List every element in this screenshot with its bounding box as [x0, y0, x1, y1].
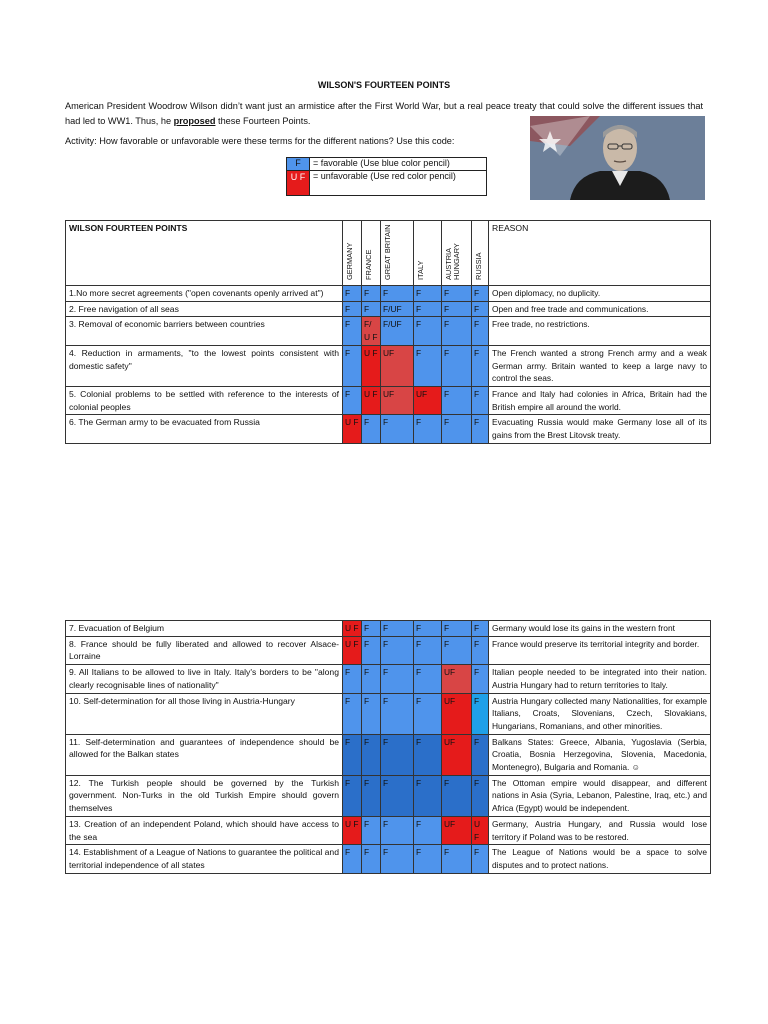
- rating-cell: F: [472, 301, 489, 317]
- rating-cell: F: [362, 775, 381, 816]
- table-row: [66, 317, 711, 345]
- legend-unfavorable-swatch: U F: [287, 171, 310, 196]
- point-text: 12. The Turkish people should be governed by the Turkish government. Non-Turks in the old Turkish Empire should govern themselves: [66, 775, 343, 816]
- rating-cell: F: [343, 345, 362, 386]
- color-code-legend: [286, 157, 487, 196]
- table-header-row: [66, 221, 711, 286]
- rating-cell: F: [472, 345, 489, 386]
- rating-cell: F: [362, 734, 381, 775]
- point-text: 7. Evacuation of Belgium: [66, 621, 343, 637]
- rating-cell: F: [343, 301, 362, 317]
- rating-cell: F: [472, 734, 489, 775]
- reason-text: Italian people needed to be integrated into their nation. Austria Hungary had to return territories to Italy.: [489, 665, 711, 693]
- table-row: [66, 415, 711, 443]
- rating-cell: F: [472, 636, 489, 664]
- rating-cell: UF: [442, 693, 472, 734]
- rating-cell: F: [414, 345, 442, 386]
- point-text: 3. Removal of economic barriers between countries: [66, 317, 343, 345]
- table-row: [66, 775, 711, 816]
- rating-cell: UF: [381, 386, 414, 414]
- rating-cell: F: [414, 301, 442, 317]
- rating-cell: F: [442, 415, 472, 443]
- rating-cell: U F: [343, 816, 362, 844]
- rating-cell: F: [381, 734, 414, 775]
- rating-cell: F: [472, 775, 489, 816]
- rating-cell: F: [472, 386, 489, 414]
- rating-cell: UF: [414, 386, 442, 414]
- rating-cell: F: [362, 693, 381, 734]
- rating-cell: UF: [442, 734, 472, 775]
- rating-cell: F: [472, 286, 489, 302]
- point-text: 4. Reduction in armaments, "to the lowest points consistent with domestic safety": [66, 345, 343, 386]
- rating-cell: UF: [442, 665, 472, 693]
- rating-cell: F: [414, 775, 442, 816]
- header-nation: [414, 221, 442, 286]
- rating-cell: F: [343, 665, 362, 693]
- rating-cell: F: [343, 386, 362, 414]
- points-table-part-2: [65, 620, 711, 874]
- point-text: 8. France should be fully liberated and allowed to recover Alsace-Lorraine: [66, 636, 343, 664]
- reason-text: Germany would lose its gains in the western front: [489, 621, 711, 637]
- point-text: 14. Establishment of a League of Nations to guarantee the political and territorial independence of all states: [66, 845, 343, 873]
- header-nation: [442, 221, 472, 286]
- header-nation: [381, 221, 414, 286]
- rating-cell: F: [414, 286, 442, 302]
- table-row: [66, 345, 711, 386]
- table-row: [66, 386, 711, 414]
- rating-cell: F: [442, 636, 472, 664]
- rating-cell: F: [381, 693, 414, 734]
- reason-text: Open and free trade and communications.: [489, 301, 711, 317]
- intro-bold-word: proposed: [173, 115, 216, 126]
- wilson-portrait: [530, 116, 705, 200]
- legend-favorable-text: = favorable (Use blue color pencil): [310, 158, 487, 171]
- table-row: [66, 621, 711, 637]
- rating-cell: F: [414, 665, 442, 693]
- reason-text: The French wanted a strong French army and a weak German army. Britain wanted to keep a large navy to control the seas.: [489, 345, 711, 386]
- point-text: 9. All Italians to be allowed to live in Italy. Italy's borders to be "along clearly recognisable lines of nationality": [66, 665, 343, 693]
- rating-cell: F: [414, 845, 442, 873]
- rating-cell: F: [362, 621, 381, 637]
- intro-text-before: American President Woodrow Wilson didn’t want just an armistice after the First World War, but a real peace treaty that could solve the different issues that had led to WW1. Thus, he: [65, 101, 703, 126]
- legend-favorable-swatch: F: [287, 158, 310, 171]
- rating-cell: U F: [362, 345, 381, 386]
- rating-cell: F: [472, 665, 489, 693]
- point-text: 2. Free navigation of all seas: [66, 301, 343, 317]
- rating-cell: F: [381, 636, 414, 664]
- rating-cell: UF: [442, 816, 472, 844]
- rating-cell: F: [414, 693, 442, 734]
- rating-cell: F: [343, 734, 362, 775]
- page-title: WILSON'S FOURTEEN POINTS: [317, 80, 451, 90]
- rating-cell: F: [472, 317, 489, 345]
- rating-cell: F: [381, 286, 414, 302]
- rating-cell: F: [414, 317, 442, 345]
- reason-text: Balkans States: Greece, Albania, Yugoslavia (Serbia, Croatia, Bosnia Herzegovina, Slovenia, Macedonia, Montenegro), Bulgaria and Romania. ☺: [489, 734, 711, 775]
- rating-cell: F: [381, 415, 414, 443]
- rating-cell: F: [381, 665, 414, 693]
- portrait-image: [530, 116, 705, 200]
- reason-text: Evacuating Russia would make Germany lose all of its gains from the Brest Litovsk treaty.: [489, 415, 711, 443]
- point-text: 10. Self-determination for all those living in Austria-Hungary: [66, 693, 343, 734]
- rating-cell: F/UF: [381, 317, 414, 345]
- header-nation: [343, 221, 362, 286]
- rating-cell: U F: [472, 816, 489, 844]
- header-great-britain: GREAT BRITAIN: [383, 224, 392, 280]
- rating-cell: F: [442, 317, 472, 345]
- rating-cell: F: [442, 775, 472, 816]
- reason-text: France and Italy had colonies in Africa, Britain had the British empire all around the world.: [489, 386, 711, 414]
- rating-cell: F: [362, 301, 381, 317]
- rating-cell: F: [381, 621, 414, 637]
- point-text: 11. Self-determination and guarantees of independence should be allowed for the Balkan states: [66, 734, 343, 775]
- rating-cell: F: [442, 621, 472, 637]
- table-row: [66, 734, 711, 775]
- rating-cell: F: [343, 845, 362, 873]
- header-points: WILSON FOURTEEN POINTS: [66, 221, 343, 286]
- rating-cell: F: [362, 665, 381, 693]
- reason-text: Austria Hungary collected many Nationalities, for example Italians, Croats, Slovenians, Czech, Slovakians, Hungarians, Romanians, and other minorities.: [489, 693, 711, 734]
- activity-instructions: Activity: How favorable or unfavorable were these terms for the different nations? Use this code:: [65, 136, 455, 146]
- rating-cell: U F: [343, 621, 362, 637]
- rating-cell: F: [343, 693, 362, 734]
- point-text: 6. The German army to be evacuated from Russia: [66, 415, 343, 443]
- rating-cell: F: [442, 301, 472, 317]
- rating-cell: U F: [362, 386, 381, 414]
- reason-text: Germany, Austria Hungary, and Russia would lose territory if Poland was to be restored.: [489, 816, 711, 844]
- rating-cell: F: [414, 621, 442, 637]
- rating-cell: F: [472, 845, 489, 873]
- rating-cell: F: [414, 734, 442, 775]
- header-reason: REASON: [489, 221, 711, 286]
- rating-cell: F: [362, 816, 381, 844]
- rating-cell: F: [343, 317, 362, 345]
- table-row: [66, 693, 711, 734]
- rating-cell: F: [381, 775, 414, 816]
- rating-cell: F: [414, 636, 442, 664]
- table-row: [66, 301, 711, 317]
- table-row: [66, 665, 711, 693]
- rating-cell: F: [414, 415, 442, 443]
- rating-cell: F: [381, 845, 414, 873]
- points-table-part-1: [65, 220, 711, 444]
- rating-cell: F: [362, 286, 381, 302]
- rating-cell: F: [442, 345, 472, 386]
- reason-text: The League of Nations would be a space to solve disputes and to protect nations.: [489, 845, 711, 873]
- rating-cell: F: [362, 636, 381, 664]
- rating-cell: F: [343, 286, 362, 302]
- rating-cell: F: [472, 415, 489, 443]
- point-text: 5. Colonial problems to be settled with reference to the interests of colonial peoples: [66, 386, 343, 414]
- rating-cell: F: [414, 816, 442, 844]
- table-row: [66, 636, 711, 664]
- header-austria-hungary: AUSTRIA HUNGARY: [444, 243, 461, 280]
- rating-cell: F: [343, 775, 362, 816]
- rating-cell: F/ U F: [362, 317, 381, 345]
- header-france: FRANCE: [364, 249, 373, 280]
- table-row: [66, 845, 711, 873]
- rating-cell: F: [442, 386, 472, 414]
- rating-cell: F: [362, 415, 381, 443]
- rating-cell: U F: [343, 636, 362, 664]
- reason-text: Free trade, no restrictions.: [489, 317, 711, 345]
- rating-cell: F: [381, 816, 414, 844]
- table-row: [66, 286, 711, 302]
- rating-cell: F: [472, 693, 489, 734]
- header-nation: [472, 221, 489, 286]
- point-text: 1.No more secret agreements ("open covenants openly arrived at"): [66, 286, 343, 302]
- rating-cell: U F: [343, 415, 362, 443]
- header-russia: RUSSIA: [474, 252, 483, 280]
- point-text: 13. Creation of an independent Poland, which should have access to the sea: [66, 816, 343, 844]
- reason-text: France would preserve its territorial integrity and border.: [489, 636, 711, 664]
- header-germany: GERMANY: [345, 242, 354, 280]
- rating-cell: F: [362, 845, 381, 873]
- rating-cell: F: [472, 621, 489, 637]
- rating-cell: F/UF: [381, 301, 414, 317]
- legend-unfavorable-text: = unfavorable (Use red color pencil): [310, 171, 487, 196]
- table-row: [66, 816, 711, 844]
- reason-text: The Ottoman empire would disappear, and different nations in Asia (Syria, Lebanon, Palestine, Iraq, etc.) and Africa (Egypt) would be independent.: [489, 775, 711, 816]
- rating-cell: F: [442, 286, 472, 302]
- rating-cell: F: [442, 845, 472, 873]
- header-italy: ITALY: [416, 260, 425, 280]
- intro-text-after: these Fourteen Points.: [215, 115, 311, 126]
- rating-cell: UF: [381, 345, 414, 386]
- header-nation: [362, 221, 381, 286]
- reason-text: Open diplomacy, no duplicity.: [489, 286, 711, 302]
